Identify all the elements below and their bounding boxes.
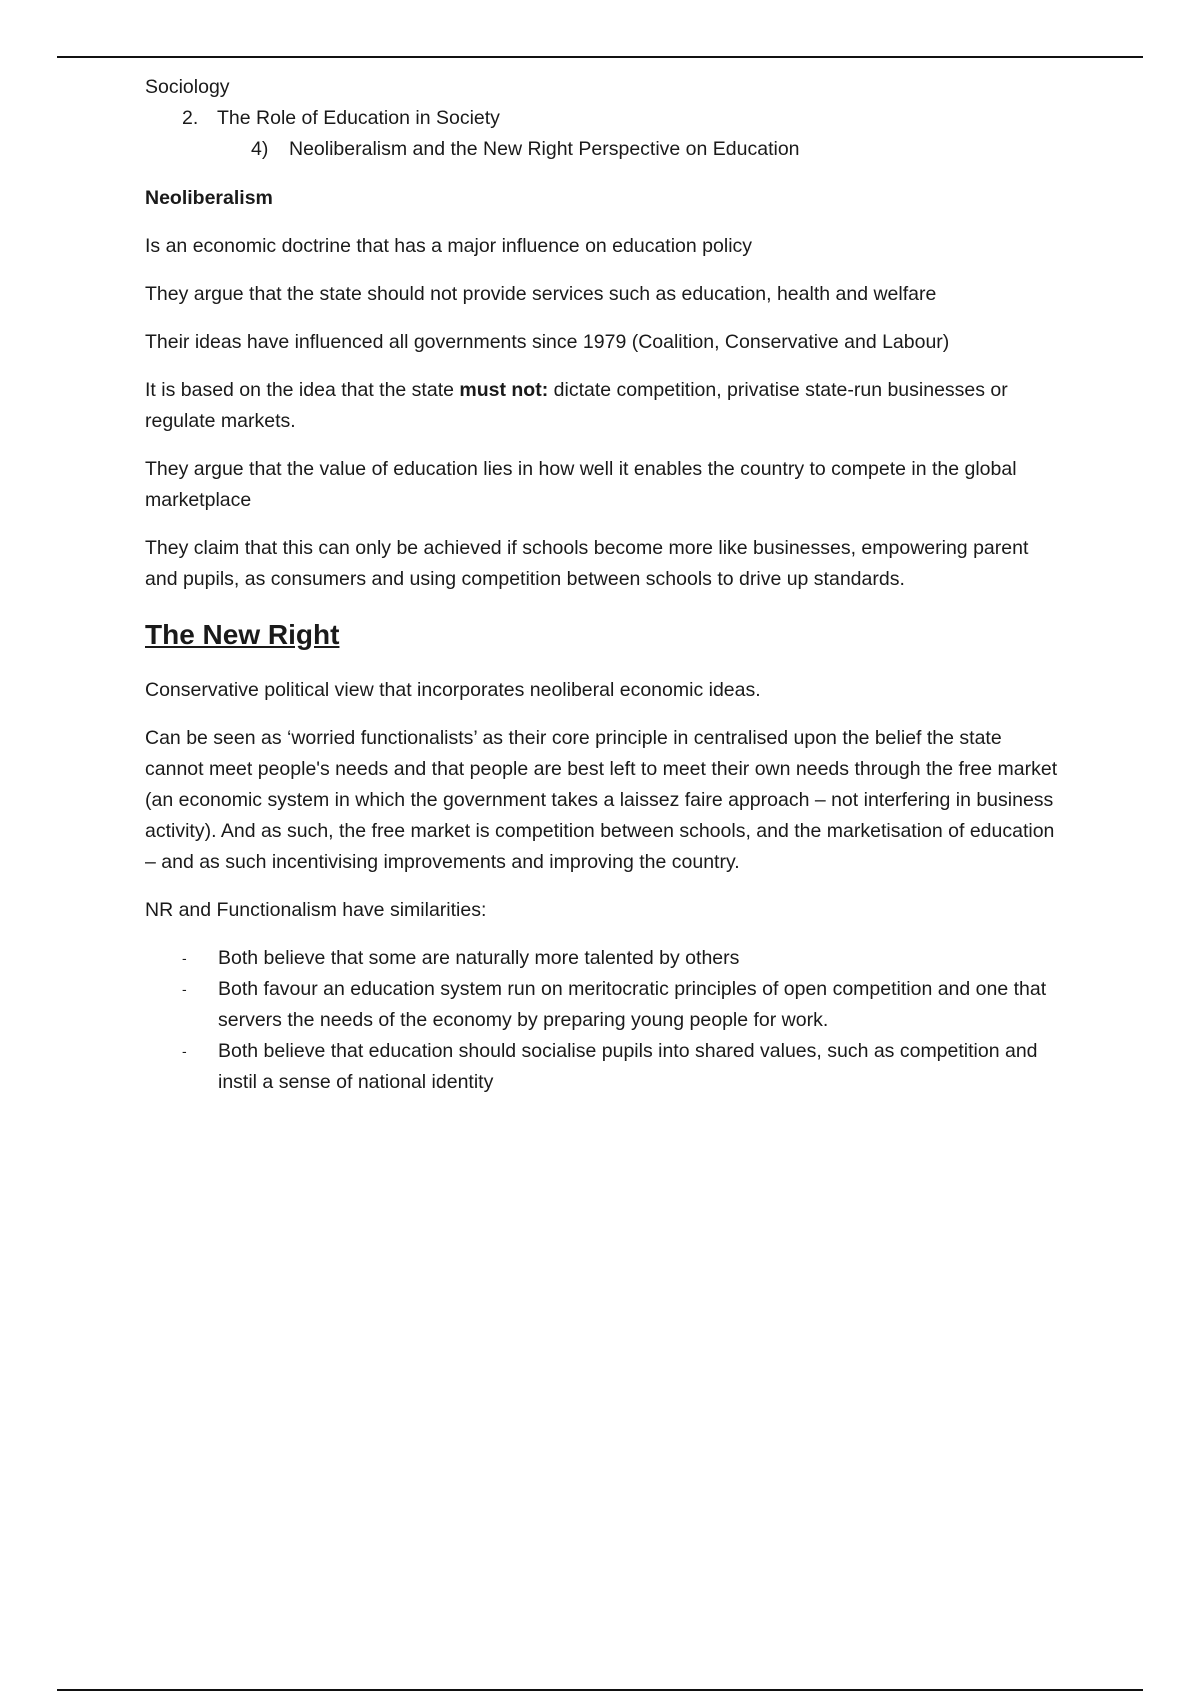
- outline-text: The Role of Education in Society: [217, 107, 500, 129]
- list-item-text: Both believe that some are naturally more talented by others: [218, 947, 740, 969]
- list-item: [145, 974, 1065, 1036]
- new-right-heading: The New Right: [145, 619, 340, 650]
- paragraph: Their ideas have influenced all governments since 1979 (Coalition, Conservative and Labour): [145, 331, 950, 353]
- document-body: [145, 72, 1065, 1098]
- bullet-marker: -: [182, 981, 187, 997]
- paragraph-text: dictate competition, privatise state-run businesses or regulate markets.: [145, 379, 1008, 432]
- paragraph-text: It is based on the idea that the state: [145, 379, 460, 401]
- paragraph: They argue that the value of education lies in how well it enables the country to compete in the global marketplace: [145, 458, 1017, 511]
- outline-item-level-2: [145, 134, 1065, 165]
- paragraph: They argue that the state should not provide services such as education, health and welfare: [145, 283, 937, 305]
- top-border-line: [57, 56, 1143, 58]
- subject-title: Sociology: [145, 76, 230, 98]
- paragraph: [145, 375, 1065, 437]
- list-item: [145, 1036, 1065, 1098]
- bottom-border-line: [57, 1689, 1143, 1691]
- list-item-text: Both believe that education should socialise pupils into shared values, such as competition and instil a sense of national identity: [218, 1040, 1038, 1093]
- paragraph: They claim that this can only be achieved if schools become more like businesses, empowering parent and pupils, as consumers and using competition between schools to drive up standards.: [145, 537, 1029, 590]
- outline-item-level-1: [145, 103, 1065, 134]
- neoliberalism-heading: Neoliberalism: [145, 187, 273, 209]
- paragraph: NR and Functionalism have similarities:: [145, 899, 487, 921]
- bullet-marker: -: [182, 950, 187, 966]
- list-item-text: Both favour an education system run on meritocratic principles of open competition and one that servers the needs of the economy by preparing young people for work.: [218, 978, 1047, 1031]
- paragraph: Can be seen as ‘worried functionalists’ as their core principle in centralised upon the belief the state cannot meet people's needs and that people are best left to meet their own needs through the free market (an economic system in which the government takes a laissez faire approach – not interfering in business activity). And as such, the free market is competition between schools, and the marketisation of education – and as such incentivising improvements and improving the country.: [145, 727, 1058, 873]
- paragraph: Is an economic doctrine that has a major influence on education policy: [145, 235, 753, 257]
- list-item: [145, 943, 1065, 974]
- paragraph: Conservative political view that incorporates neoliberal economic ideas.: [145, 679, 761, 701]
- outline-number: 2.: [182, 107, 199, 129]
- outline-number: 4): [251, 138, 269, 160]
- similarities-list: [145, 943, 1065, 1098]
- outline-text: Neoliberalism and the New Right Perspective on Education: [289, 138, 800, 160]
- emphasis-text: must not:: [459, 379, 549, 401]
- bullet-marker: -: [182, 1043, 187, 1059]
